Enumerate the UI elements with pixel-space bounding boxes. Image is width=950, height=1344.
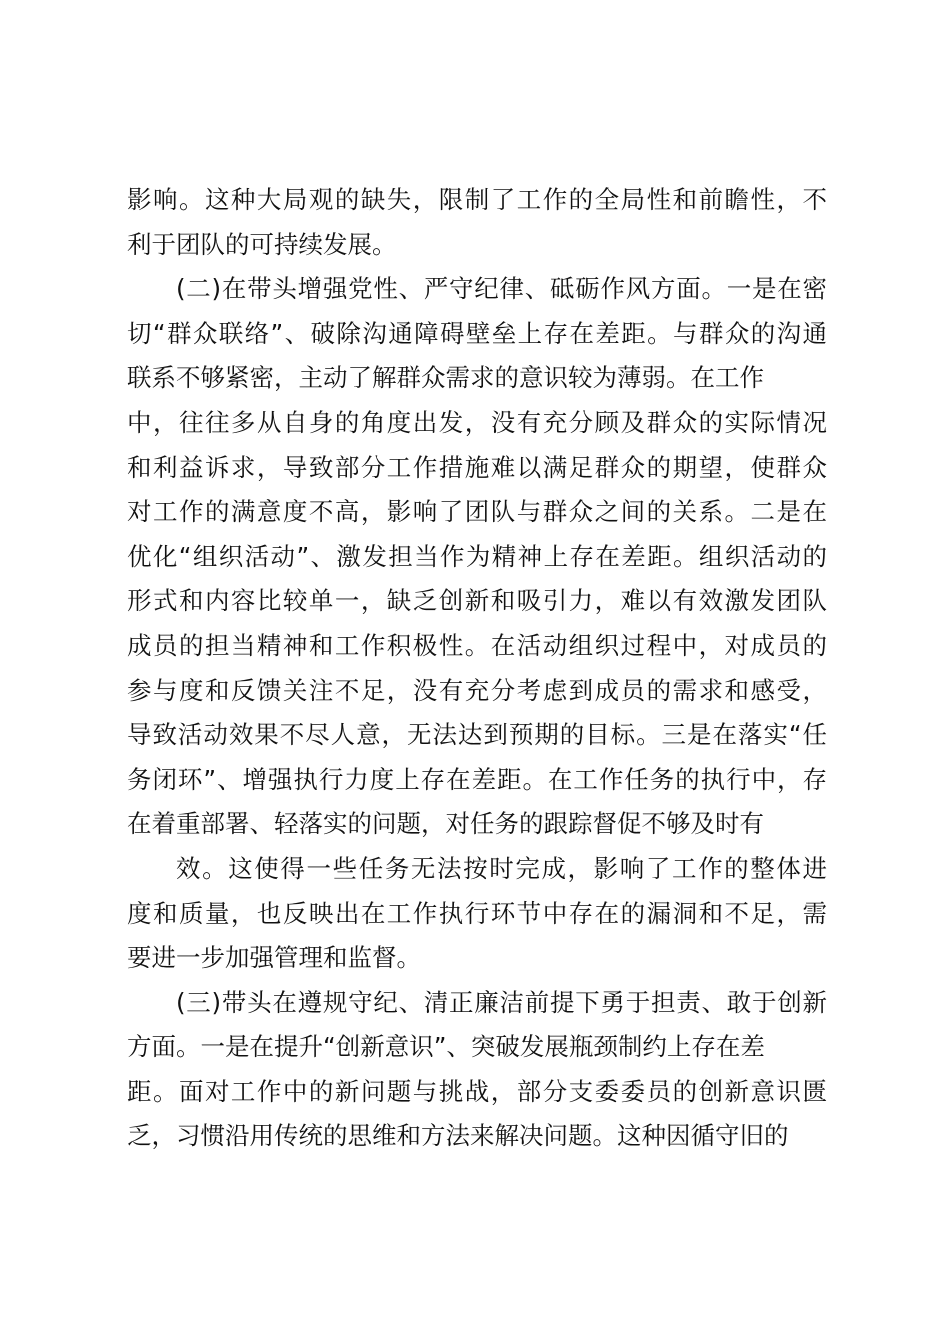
text-line: 乏，习惯沿用传统的思维和方法来解决问题。这种因循守旧的	[127, 1121, 789, 1151]
text-line: 务闭环”、增强执行力度上存在差距。在工作任务的执行中，存	[127, 764, 827, 794]
text-line: 效。这使得一些任务无法按时完成，影响了工作的整体进	[176, 853, 827, 883]
text-line: 影响。这种大局观的缺失，限制了工作的全局性和前瞻性，不	[127, 185, 827, 214]
paragraph-heading-line: (三)带头在遵规守纪、清正廉洁前提下勇于担责、敢于创新	[176, 987, 827, 1017]
text-line: 对工作的满意度不高，影响了团队与群众之间的关系。二是在	[127, 497, 827, 527]
text-line: 参与度和反馈关注不足，没有充分考虑到成员的需求和感受，	[127, 675, 827, 705]
text-line: 中，往往多从自身的角度出发，没有充分顾及群众的实际情况	[127, 407, 827, 437]
text-line: 联系不够紧密，主动了解群众需求的意识较为薄弱。在工作	[127, 363, 764, 393]
text-line: 要进一步加强管理和监督。	[127, 943, 421, 973]
text-line: 度和质量，也反映出在工作执行环节中存在的漏洞和不足，需	[127, 898, 827, 928]
text-line: 距。面对工作中的新问题与挑战，部分支委委员的创新意识匮	[127, 1076, 827, 1106]
text-line: 利于团队的可持续发展。	[127, 229, 397, 259]
text-line: 成员的担当精神和工作积极性。在活动组织过程中，对成员的	[127, 630, 827, 660]
text-line: 方面。一是在提升“创新意识”、突破发展瓶颈制约上存在差	[127, 1032, 765, 1062]
text-line: 导致活动效果不尽人意，无法达到预期的目标。三是在落实“任	[127, 720, 827, 750]
paragraph-heading-line: (二)在带头增强党性、严守纪律、砥砺作风方面。一是在密	[176, 274, 827, 304]
text-line: 在着重部署、轻落实的问题，对任务的跟踪督促不够及时有	[127, 809, 764, 839]
text-line: 和利益诉求，导致部分工作措施难以满足群众的期望，使群众	[127, 452, 827, 482]
text-line: 优化“组织活动”、激发担当作为精神上存在差距。组织活动的	[127, 541, 827, 571]
text-line: 切“群众联络”、破除沟通障碍壁垒上存在差距。与群众的沟通	[127, 318, 827, 348]
text-line: 形式和内容比较单一，缺乏创新和吸引力，难以有效激发团队	[127, 586, 827, 616]
body-text	[127, 178, 827, 1159]
